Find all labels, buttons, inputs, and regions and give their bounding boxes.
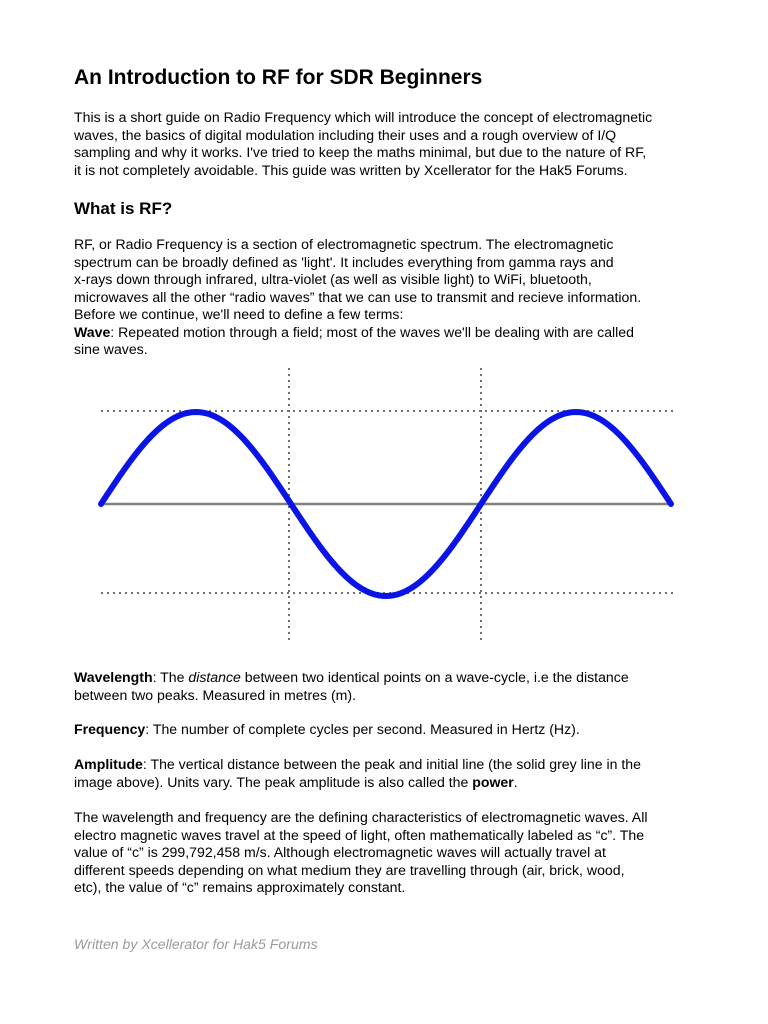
wavelength-text: : The xyxy=(152,669,189,685)
wavelength-term: Wavelength xyxy=(74,669,153,685)
wave-term: Wave xyxy=(74,323,111,340)
sine-wave-figure xyxy=(95,364,685,644)
wave-definition xyxy=(74,324,698,342)
wave-definition-text: : Repeated motion through a field; most of the waves we'll be dealing with are called xyxy=(110,323,634,340)
intro-line: sampling and why it works. I've tried to keep the maths minimal, but due to the nature of RF, xyxy=(74,144,647,160)
wavelength-line xyxy=(74,669,698,687)
frequency-text: : The number of complete cycles per second. Measured in Hertz (Hz). xyxy=(145,721,580,737)
intro-paragraph xyxy=(74,109,698,179)
page-title: An Introduction to RF for SDR Beginners xyxy=(74,66,483,89)
distance-emphasis: distance xyxy=(188,669,241,685)
closing-paragraph xyxy=(74,809,698,897)
rf-line: RF, or Radio Frequency is a section of electromagnetic spectrum. The electromagnetic xyxy=(74,236,614,252)
rf-paragraph xyxy=(74,236,698,359)
wave-definition-cont: sine waves. xyxy=(74,341,148,357)
rf-line: x-rays down through infrared, ultra-violet (as well as visible light) to WiFi, bluetooth, xyxy=(74,271,592,287)
amplitude-term: Amplitude xyxy=(74,756,143,772)
frequency-line xyxy=(74,721,698,739)
closing-line: electro magnetic waves travel at the speed of light, often mathematically labeled as “c”. The xyxy=(74,826,645,843)
closing-line: value of “c” is 299,792,458 m/s. Although electromagnetic waves will actually travel at xyxy=(74,844,606,860)
amplitude-period: . xyxy=(513,773,518,790)
wavelength-paragraph xyxy=(74,669,698,704)
wavelength-line-2: between two peaks. Measured in metres (m). xyxy=(74,686,356,703)
power-term: power xyxy=(472,773,514,790)
amplitude-text: : The vertical distance between the peak and initial line (the solid grey line in the xyxy=(142,756,641,772)
intro-line: it is not completely avoidable. This guide was written by Xcellerator for the Hak5 Forums. xyxy=(74,161,628,178)
amplitude-line-2 xyxy=(74,774,698,792)
rf-line: Before we continue, we'll need to define a few terms: xyxy=(74,306,404,322)
wavelength-text-cont: between two identical points on a wave-cycle, i.e the distance xyxy=(240,669,629,685)
amplitude-paragraph xyxy=(74,756,698,791)
frequency-paragraph xyxy=(74,721,698,739)
rf-line: spectrum can be broadly defined as 'light'. It includes everything from gamma rays and xyxy=(74,253,614,270)
amplitude-text-cont: image above). Units vary. The peak amplitude is also called the xyxy=(74,773,473,790)
section-heading: What is RF? xyxy=(74,199,173,218)
closing-line: The wavelength and frequency are the defining characteristics of electromagnetic waves. All xyxy=(74,809,648,825)
frequency-term: Frequency xyxy=(74,721,146,737)
page-footer: Written by Xcellerator for Hak5 Forums xyxy=(74,936,318,952)
intro-line: This is a short guide on Radio Frequency which will introduce the concept of electromagnetic xyxy=(74,109,653,125)
rf-line: microwaves all the other “radio waves” that we can use to transmit and recieve information. xyxy=(74,288,642,305)
closing-line: etc), the value of “c” remains approximately constant. xyxy=(74,879,406,895)
closing-line: different speeds depending on what medium they are travelling through (air, brick, wood, xyxy=(74,861,625,878)
intro-line: waves, the basics of digital modulation including their uses and a rough overview of I/Q xyxy=(74,126,617,143)
amplitude-line xyxy=(74,756,698,774)
